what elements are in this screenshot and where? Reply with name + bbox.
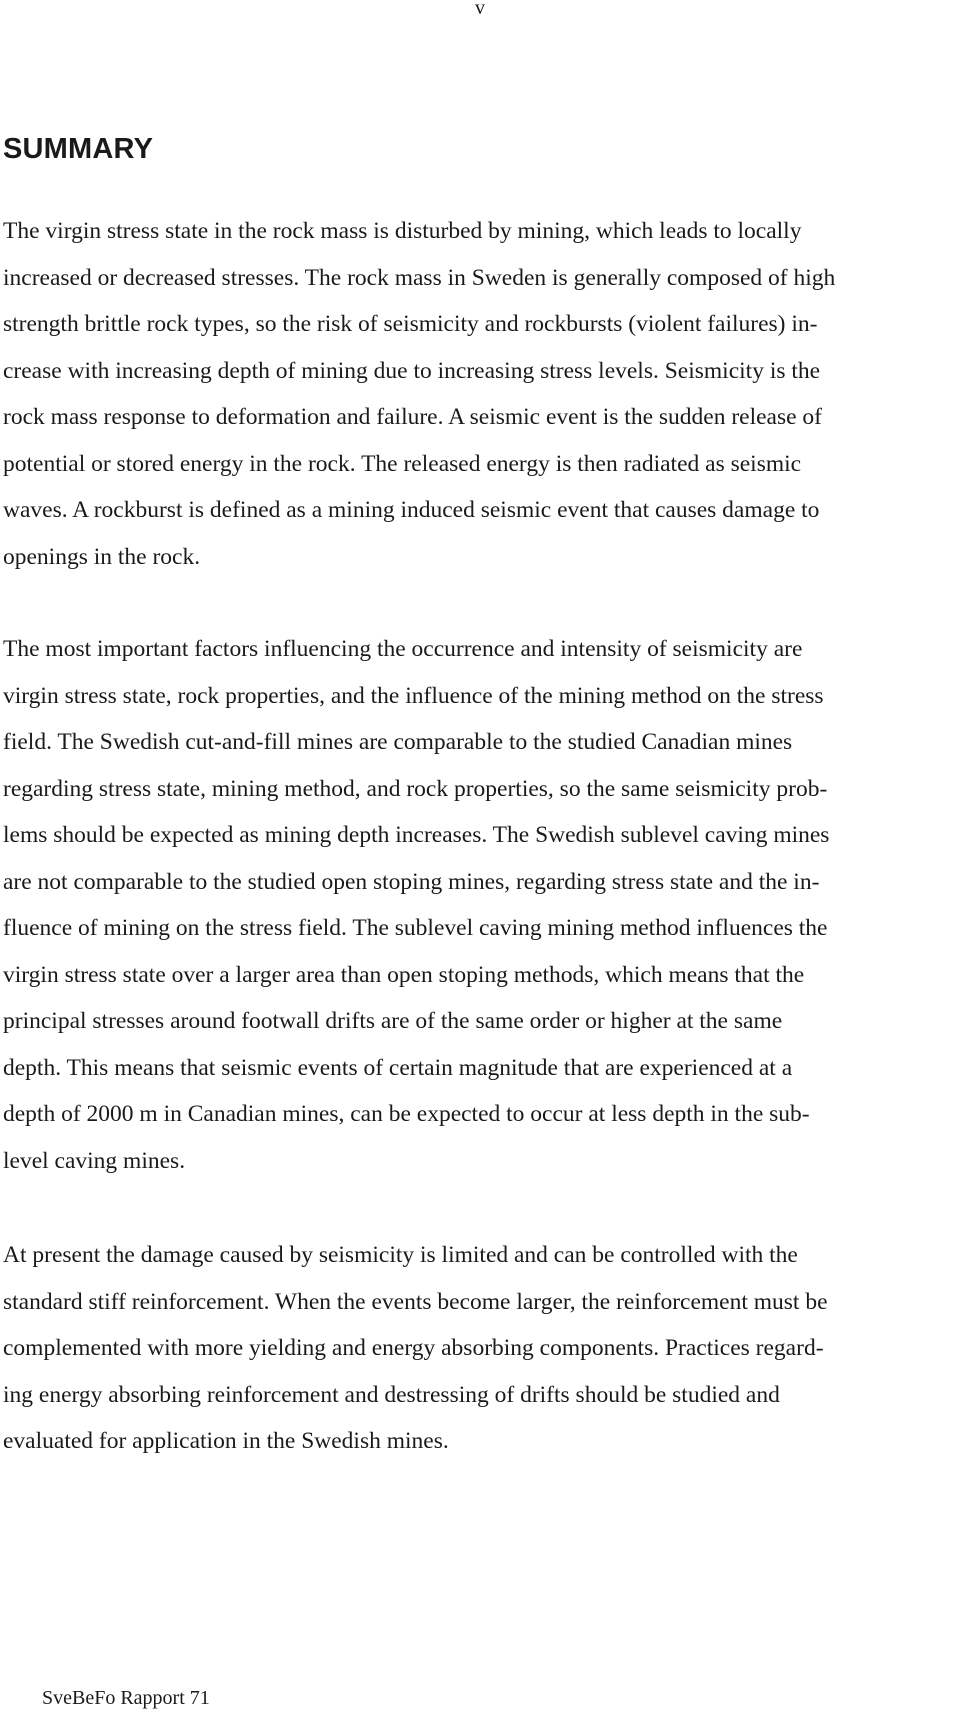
summary-paragraph-1: [3, 208, 951, 580]
text-line: crease with increasing depth of mining due to increasing stress levels. Seismicity is the: [3, 357, 821, 384]
text-line: virgin stress state over a larger area than open stoping methods, which means that the: [3, 961, 805, 988]
text-line: potential or stored energy in the rock. The released energy is then radiated as seismic: [3, 450, 802, 477]
text-line: waves. A rockburst is defined as a mining induced seismic event that causes damage to: [3, 497, 820, 523]
text-line: complemented with more yielding and energy absorbing components. Practices regard-: [3, 1335, 824, 1361]
text-line: lems should be expected as mining depth increases. The Swedish sublevel caving mines: [3, 822, 830, 848]
text-line: depth. This means that seismic events of certain magnitude that are experienced at a: [3, 1054, 793, 1081]
text-line: ing energy absorbing reinforcement and destressing of drifts should be studied and: [3, 1381, 780, 1408]
text-line: rock mass response to deformation and failure. A seismic event is the sudden release of: [3, 404, 823, 430]
summary-paragraph-2: [3, 626, 951, 1184]
text-line: depth of 2000 m in Canadian mines, can be expected to occur at less depth in the sub-: [3, 1101, 810, 1127]
text-line: regarding stress state, mining method, and rock properties, so the same seismicity prob-: [3, 775, 828, 802]
text-line: level caving mines.: [3, 1147, 186, 1174]
text-line: fluence of mining on the stress field. The sublevel caving mining method influences the: [3, 915, 828, 941]
text-line: evaluated for application in the Swedish mines.: [3, 1428, 449, 1454]
text-line: The most important factors influencing the occurrence and intensity of seismicity are: [3, 636, 803, 662]
text-line: openings in the rock.: [3, 543, 201, 570]
summary-paragraph-3: [3, 1232, 951, 1465]
text-line: The virgin stress state in the rock mass is disturbed by mining, which leads to locally: [3, 218, 802, 244]
text-line: virgin stress state, rock properties, and the influence of the mining method on the stress: [3, 682, 824, 709]
text-line: are not comparable to the studied open stoping mines, regarding stress state and the in-: [3, 868, 820, 895]
text-line: principal stresses around footwall drifts are of the same order or higher at the same: [3, 1008, 783, 1034]
report-footer: SveBeFo Rapport 71: [42, 1687, 210, 1709]
page-number: v: [475, 0, 485, 19]
text-line: increased or decreased stresses. The rock mass in Sweden is generally composed of high: [3, 264, 836, 291]
text-line: strength brittle rock types, so the risk of seismicity and rockbursts (violent failures) in-: [3, 311, 818, 337]
text-line: field. The Swedish cut-and-fill mines are comparable to the studied Canadian mines: [3, 729, 793, 755]
text-line: At present the damage caused by seismicity is limited and can be controlled with the: [3, 1242, 798, 1268]
section-heading: SUMMARY: [3, 133, 154, 165]
text-line: standard stiff reinforcement. When the events become larger, the reinforcement must be: [3, 1288, 828, 1315]
